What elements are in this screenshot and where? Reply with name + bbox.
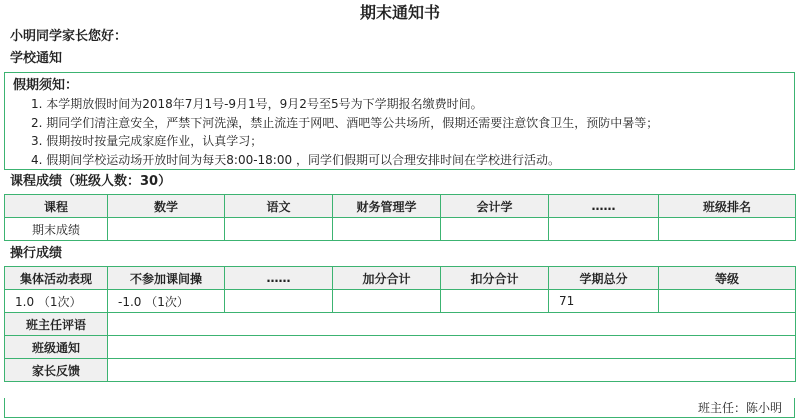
greeting: 小明同学家长您好：	[10, 29, 128, 44]
conduct-header-cell: 集体活动表现	[5, 267, 108, 290]
grades-cell	[659, 218, 796, 241]
teacher-comment-value	[108, 313, 796, 336]
class-notice-row	[5, 336, 796, 359]
notice-item: 1. 本学期放假时间为2018年7月1号-9月1号，9月2号至5号为下学期报名缴费时间。	[31, 97, 483, 111]
conduct-row	[5, 290, 796, 313]
conduct-cell: 71	[549, 290, 659, 313]
teacher-comment-row	[5, 313, 796, 336]
conduct-header-row	[5, 267, 796, 290]
page-title: 期末通知书	[359, 3, 440, 22]
parent-feedback-label: 家长反馈	[5, 359, 108, 382]
grades-cell	[225, 218, 333, 241]
teacher-signature: 班主任：陈小明	[697, 401, 782, 415]
grades-cell	[441, 218, 549, 241]
conduct-header-cell: ……	[225, 267, 333, 290]
conduct-header-cell: 学期总分	[549, 267, 659, 290]
parent-feedback-row	[5, 359, 796, 382]
grades-header-cell: ……	[549, 195, 659, 218]
conduct-heading: 操行成绩	[10, 246, 63, 261]
grades-cell	[333, 218, 441, 241]
signature-box	[4, 398, 795, 418]
notice-box-title: 假期须知：	[13, 78, 79, 93]
grades-header-cell: 财务管理学	[333, 195, 441, 218]
parent-feedback-value	[108, 359, 796, 382]
conduct-header-cell: 等级	[659, 267, 796, 290]
conduct-cell	[441, 290, 549, 313]
grades-header-row	[5, 195, 796, 218]
grades-table	[4, 194, 796, 241]
notice-item: 2. 期同学们清注意安全，严禁下河洗澡，禁止流连于网吧、酒吧等公共场所，假期还需要注意饮食卫生，预防中暑等；	[31, 115, 659, 130]
notice-item: 3. 假期按时按量完成家庭作业，认真学习；	[31, 134, 263, 148]
conduct-cell	[225, 290, 333, 313]
notice-list	[31, 95, 658, 169]
grades-heading: 课程成绩（班级人数：30）	[10, 174, 172, 189]
grades-header-cell: 班级排名	[659, 195, 796, 218]
grades-header-cell: 会计学	[441, 195, 549, 218]
conduct-cell	[333, 290, 441, 313]
class-notice-value	[108, 336, 796, 359]
grades-header-cell: 数学	[108, 195, 225, 218]
conduct-header-cell: 不参加课间操	[108, 267, 225, 290]
grades-header-cell: 语文	[225, 195, 333, 218]
notice-item: 4. 假期间学校运动场开放时间为每天8:00-18:00 ，同学们假期可以合理安排时间在学校进行活动。	[31, 152, 560, 167]
grades-cell: 期末成绩	[5, 218, 108, 241]
class-notice-label: 班级通知	[5, 336, 108, 359]
conduct-header-cell: 扣分合计	[441, 267, 549, 290]
conduct-cell	[659, 290, 796, 313]
school-notice-heading: 学校通知	[10, 51, 63, 66]
grades-cell	[108, 218, 225, 241]
grades-row	[5, 218, 796, 241]
conduct-cell: 1.0 （1次）	[5, 290, 108, 313]
school-notice-box	[4, 72, 795, 170]
teacher-comment-label: 班主任评语	[5, 313, 108, 336]
grades-cell	[549, 218, 659, 241]
conduct-table	[4, 266, 796, 382]
conduct-header-cell: 加分合计	[333, 267, 441, 290]
conduct-cell: -1.0 （1次）	[108, 290, 225, 313]
grades-header-cell: 课程	[5, 195, 108, 218]
